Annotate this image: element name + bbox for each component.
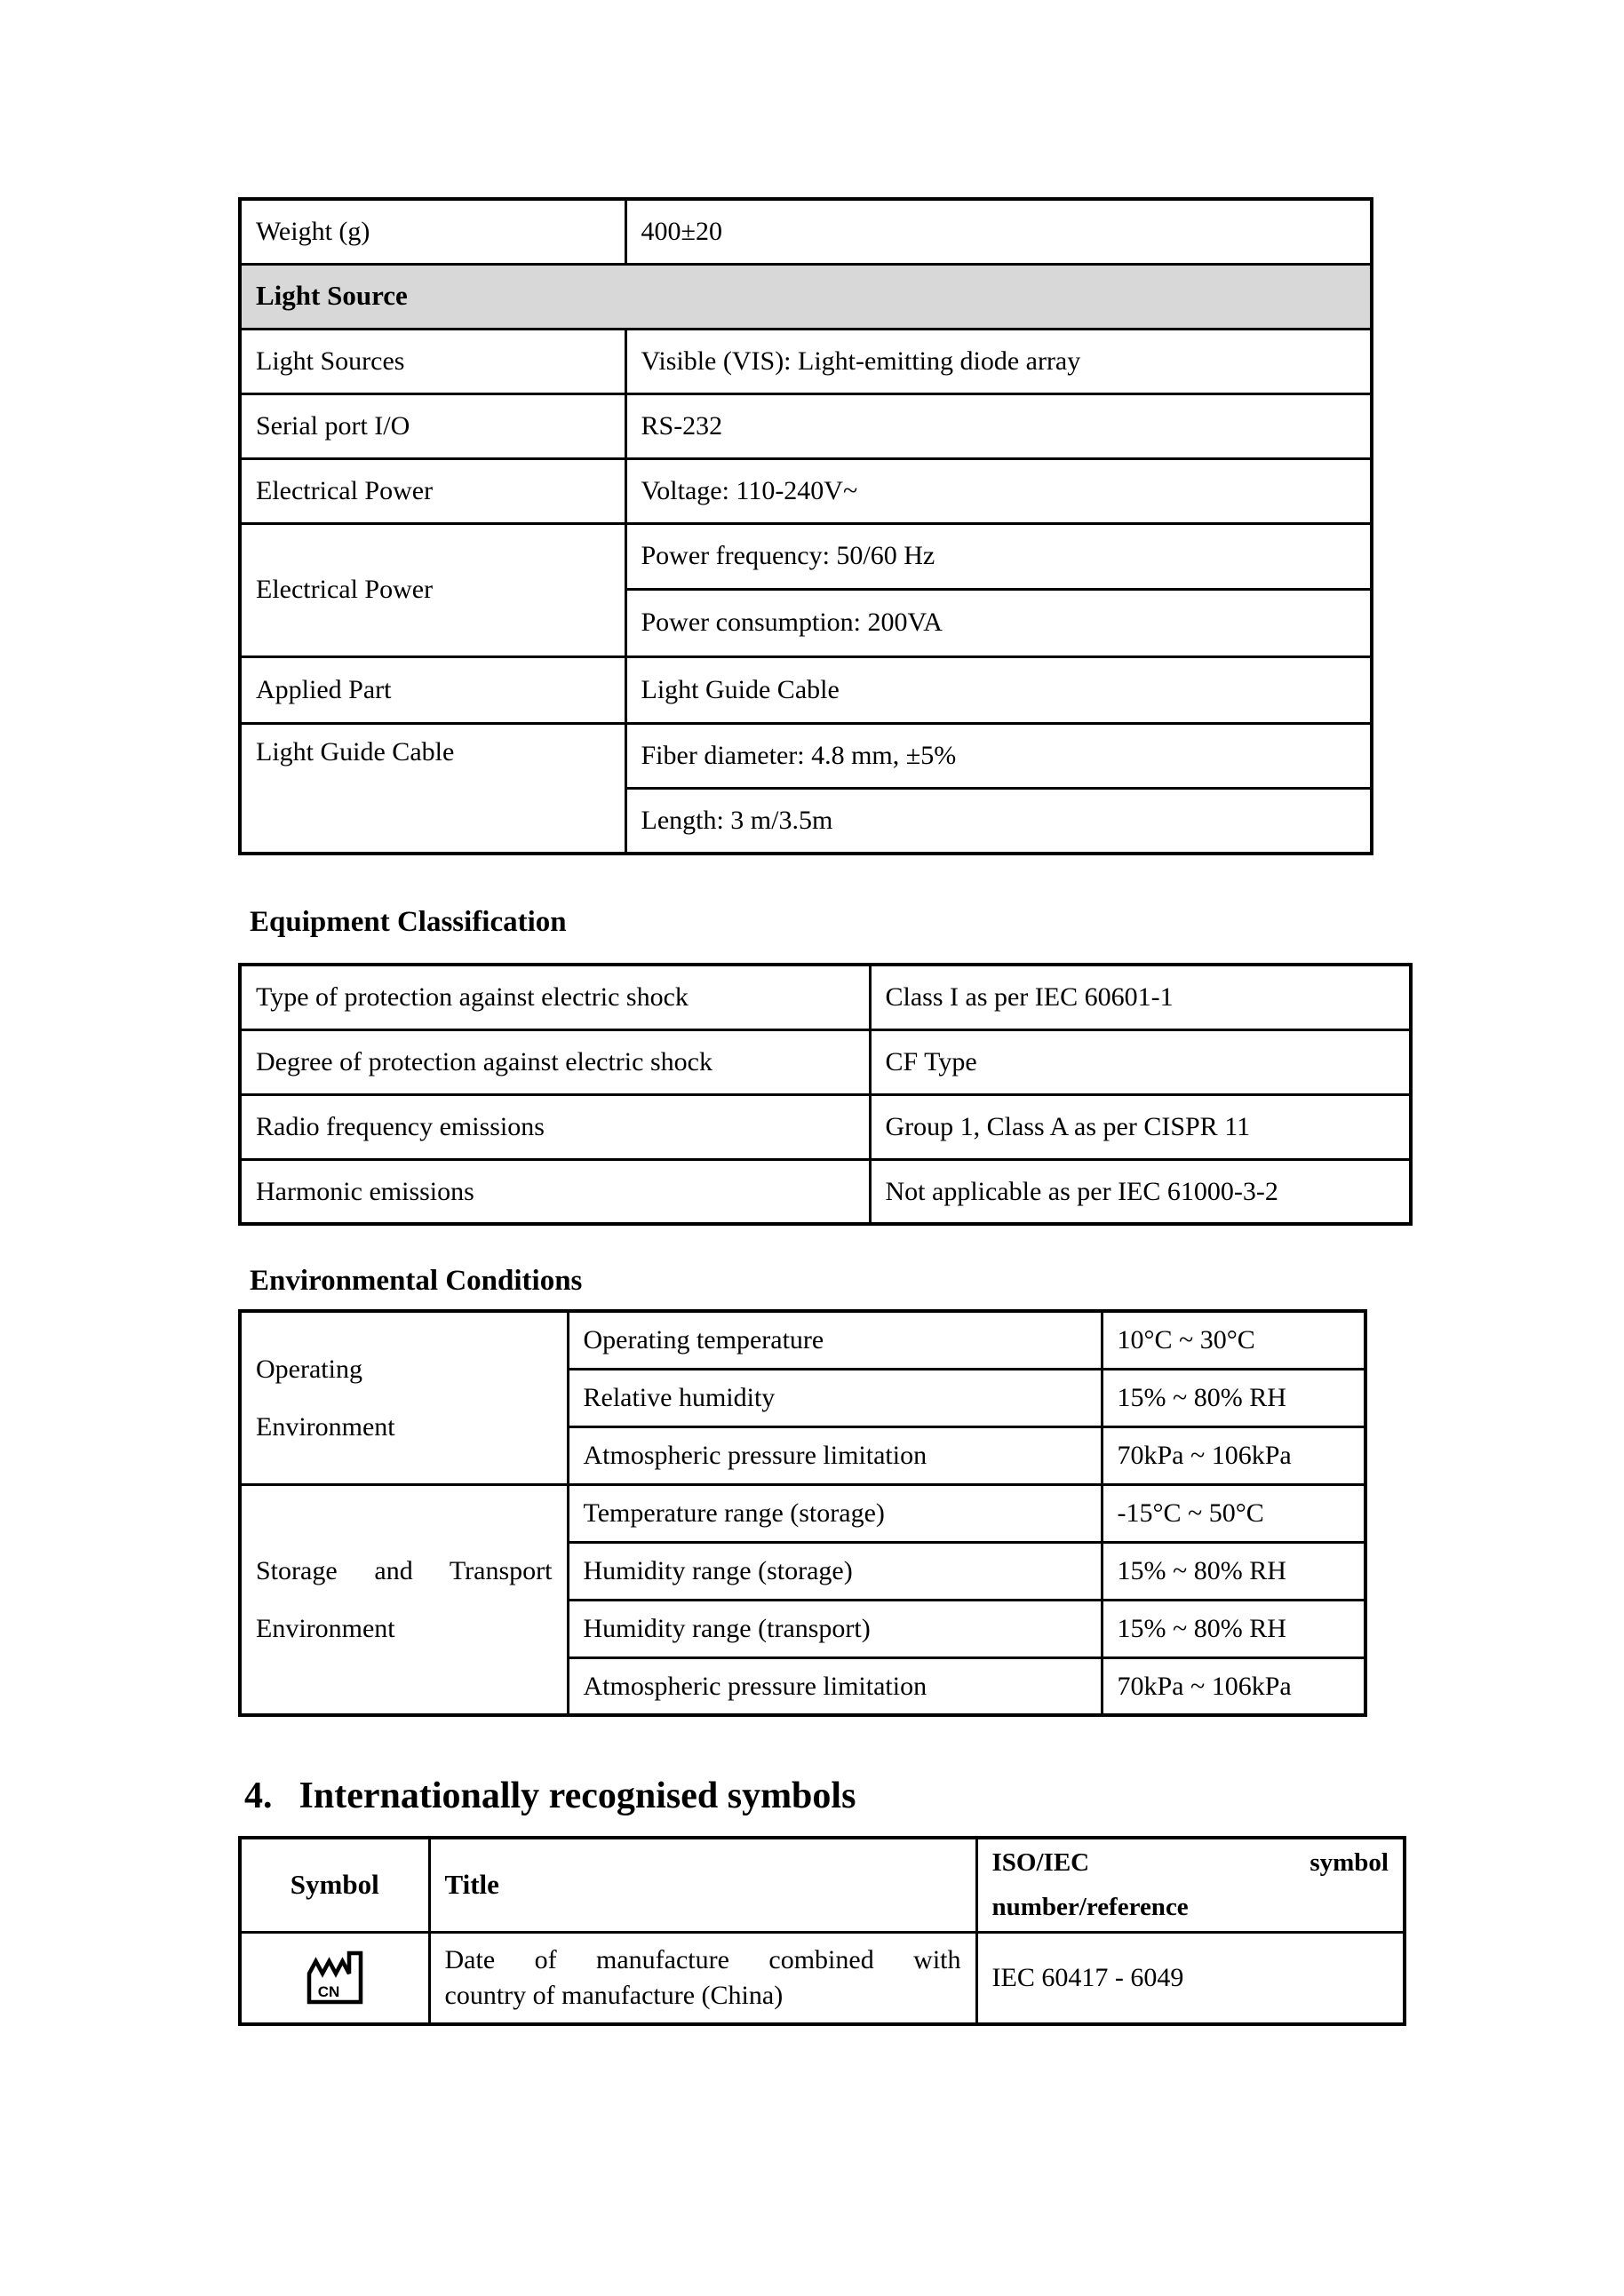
spec-value-fiber-diameter: Fiber diameter: 4.8 mm, ±5% [625, 723, 1372, 788]
symbol-cell [240, 1932, 429, 2024]
table-row [240, 1159, 1411, 1224]
env-value-humidity-range-storage: 15% ~ 80% RH [1102, 1542, 1365, 1600]
equipment-label-type-protection: Type of protection against electric shock [240, 965, 870, 1029]
env-param-humidity-range-transport: Humidity range (transport) [568, 1600, 1102, 1657]
symbol-reference-cell: IEC 60417 - 6049 [976, 1932, 1405, 2024]
env-param-atmospheric-pressure-storage: Atmospheric pressure limitation [568, 1657, 1102, 1715]
section-title: Internationally recognised symbols [299, 1776, 856, 1816]
env-param-atmospheric-pressure: Atmospheric pressure limitation [568, 1426, 1102, 1484]
table-row [240, 1484, 1365, 1542]
equipment-classification-heading: Equipment Classification [250, 906, 567, 938]
symbol-title-cell [429, 1932, 976, 2024]
equipment-value-type-protection: Class I as per IEC 60601-1 [870, 965, 1411, 1029]
table-row [240, 523, 1372, 589]
env-label-line: Environment [256, 1613, 395, 1643]
spec-label-serial-port: Serial port I/O [240, 393, 625, 458]
equipment-label-harmonic-emissions: Harmonic emissions [240, 1159, 870, 1224]
table-row [240, 1932, 1405, 2024]
symbols-header-reference [976, 1838, 1405, 1932]
table-row [240, 329, 1372, 393]
env-label-line: Storage and Transport [256, 1555, 553, 1585]
equipment-label-rf-emissions: Radio frequency emissions [240, 1094, 870, 1159]
env-label-storage-transport-environment [240, 1484, 568, 1715]
ref-header-line: number/reference [991, 1893, 1189, 1922]
symbol-title-line: country of manufacture (China) [444, 1980, 784, 2010]
equipment-value-degree-protection: CF Type [870, 1029, 1411, 1094]
table-row [240, 1311, 1365, 1369]
env-value-humidity-range-transport: 15% ~ 80% RH [1102, 1600, 1365, 1657]
table-row [240, 965, 1411, 1029]
spec-value-light-sources: Visible (VIS): Light-emitting diode array [625, 329, 1372, 393]
env-value-temperature-range-storage: -15°C ~ 50°C [1102, 1484, 1365, 1542]
spec-label-light-guide-cable: Light Guide Cable [240, 723, 625, 854]
spec-value-voltage: Voltage: 110-240V~ [625, 458, 1372, 523]
env-label-operating-environment [240, 1311, 568, 1484]
env-value-relative-humidity: 15% ~ 80% RH [1102, 1369, 1365, 1426]
equipment-value-harmonic-emissions: Not applicable as per IEC 61000-3-2 [870, 1159, 1411, 1224]
spec-value-serial-port: RS-232 [625, 393, 1372, 458]
table-row [240, 656, 1372, 723]
table-row [240, 1094, 1411, 1159]
manufacturer-china-icon [303, 1950, 367, 2006]
table-header-row [240, 1838, 1405, 1932]
symbols-header-title: Title [429, 1838, 976, 1932]
env-label-line: Operating [256, 1354, 362, 1384]
table-row [240, 1029, 1411, 1094]
env-value-atmospheric-pressure-storage: 70kPa ~ 106kPa [1102, 1657, 1365, 1715]
environmental-conditions-table [238, 1309, 1367, 1717]
symbols-header-symbol: Symbol [240, 1838, 429, 1932]
symbol-title-line: Date of manufacture combined with [444, 1944, 961, 1974]
spec-value-power-frequency: Power frequency: 50/60 Hz [625, 523, 1372, 589]
equipment-label-degree-protection: Degree of protection against electric shock [240, 1029, 870, 1094]
env-value-atmospheric-pressure: 70kPa ~ 106kPa [1102, 1426, 1365, 1484]
env-param-operating-temperature: Operating temperature [568, 1311, 1102, 1369]
table-row [240, 199, 1372, 264]
spec-value-weight: 400±20 [625, 199, 1372, 264]
spec-value-length: Length: 3 m/3.5m [625, 788, 1372, 854]
env-param-temperature-range-storage: Temperature range (storage) [568, 1484, 1102, 1542]
symbols-table [238, 1836, 1406, 2026]
ref-header-line: ISO/IEC symbol [991, 1848, 1389, 1878]
env-param-relative-humidity: Relative humidity [568, 1369, 1102, 1426]
spec-label-weight: Weight (g) [240, 199, 625, 264]
env-value-operating-temperature: 10°C ~ 30°C [1102, 1311, 1365, 1369]
table-row [240, 458, 1372, 523]
environmental-conditions-heading: Environmental Conditions [250, 1265, 583, 1297]
section-header-light-source: Light Source [240, 264, 1372, 329]
spec-label-electrical-power: Electrical Power [240, 458, 625, 523]
country-code-label: CN [317, 1982, 340, 2000]
table-row [240, 393, 1372, 458]
equipment-value-rf-emissions: Group 1, Class A as per CISPR 11 [870, 1094, 1411, 1159]
spec-label-applied-part: Applied Part [240, 656, 625, 723]
table-section-row [240, 264, 1372, 329]
spec-value-applied-part: Light Guide Cable [625, 656, 1372, 723]
env-label-line: Environment [256, 1411, 395, 1442]
env-param-humidity-range-storage: Humidity range (storage) [568, 1542, 1102, 1600]
spec-label-light-sources: Light Sources [240, 329, 625, 393]
section-4-heading [244, 1775, 856, 1817]
spec-label-electrical-power-group: Electrical Power [240, 523, 625, 656]
table-row [240, 723, 1372, 788]
specifications-table [238, 197, 1373, 855]
equipment-classification-table [238, 963, 1413, 1226]
section-number: 4. [244, 1776, 273, 1816]
spec-value-power-consumption: Power consumption: 200VA [625, 589, 1372, 656]
